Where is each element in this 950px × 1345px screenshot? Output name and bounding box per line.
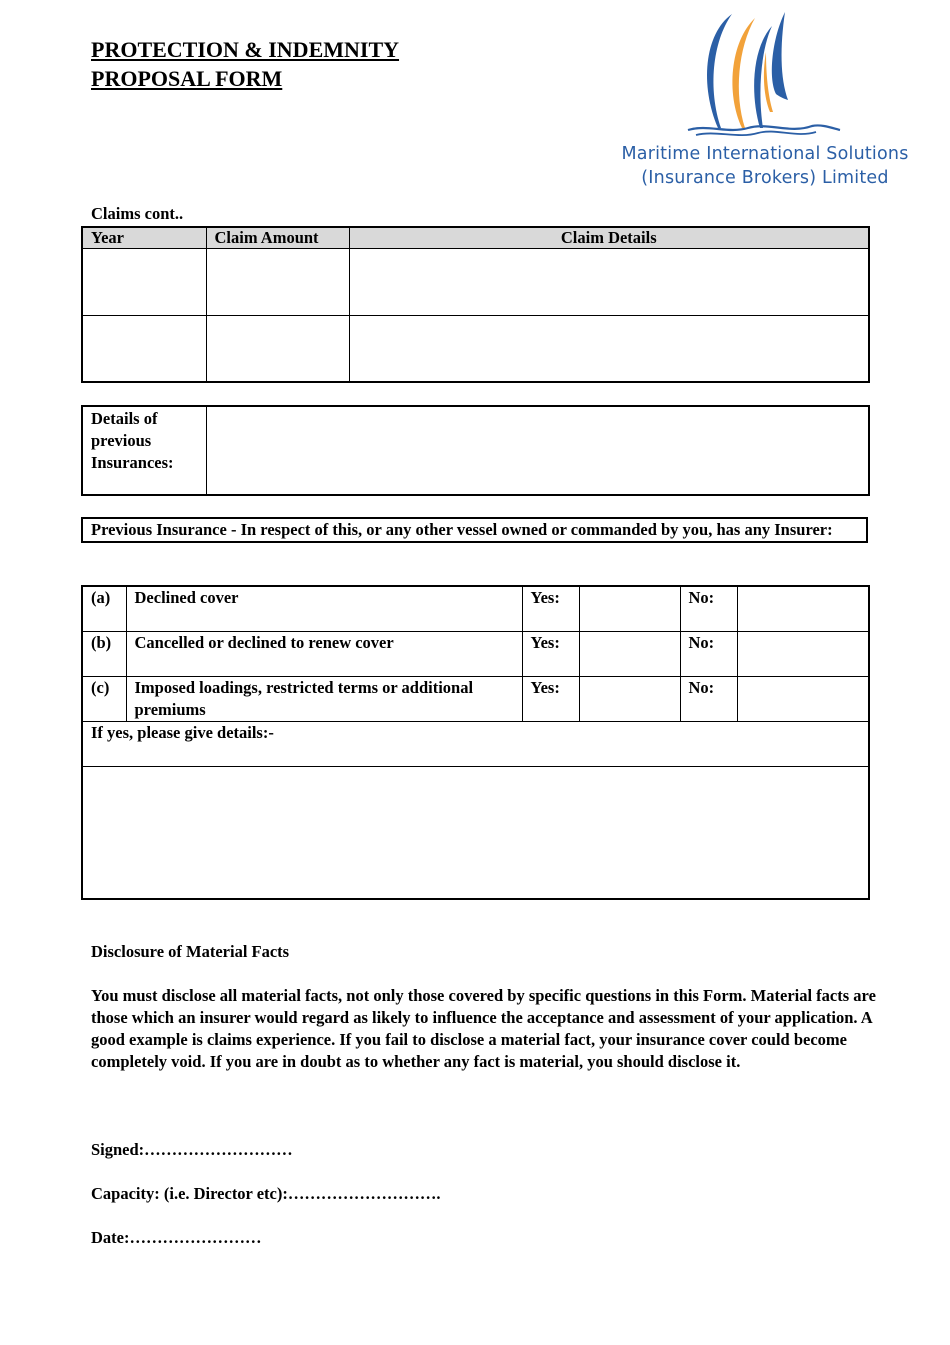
table-row bbox=[82, 249, 869, 316]
no-answer-field[interactable] bbox=[737, 586, 869, 631]
previous-insurance-question: Previous Insurance - In respect of this, or any other vessel owned or commanded by you, has any Insurer: bbox=[82, 518, 867, 542]
claim-details-cell[interactable] bbox=[349, 249, 869, 316]
question-letter: (c) bbox=[82, 676, 126, 721]
yes-answer-field[interactable] bbox=[579, 676, 680, 721]
signed-line[interactable]: Signed:……………………… bbox=[91, 1140, 293, 1159]
capacity-line[interactable]: Capacity: (i.e. Director etc):………………………. bbox=[91, 1184, 441, 1203]
question-row-a bbox=[82, 586, 869, 631]
yes-label: Yes: bbox=[522, 631, 579, 676]
claim-details-cell[interactable] bbox=[349, 316, 869, 382]
column-header-year: Year bbox=[82, 227, 206, 249]
question-row-b bbox=[82, 631, 869, 676]
yes-answer-field[interactable] bbox=[579, 631, 680, 676]
question-row-c bbox=[82, 676, 869, 721]
sails-logo-icon bbox=[600, 8, 930, 143]
yes-answer-field[interactable] bbox=[579, 586, 680, 631]
claims-table bbox=[81, 226, 870, 383]
logo-company-subname: (Insurance Brokers) Limited bbox=[641, 168, 889, 188]
previous-insurances-field[interactable] bbox=[206, 406, 869, 495]
no-label: No: bbox=[680, 676, 737, 721]
question-letter: (b) bbox=[82, 631, 126, 676]
yes-label: Yes: bbox=[522, 586, 579, 631]
no-label: No: bbox=[680, 631, 737, 676]
previous-insurances-table bbox=[81, 405, 870, 496]
if-yes-label: If yes, please give details:- bbox=[82, 721, 869, 766]
title-line-2: PROPOSAL FORM bbox=[91, 66, 283, 91]
claims-caption: Claims cont.. bbox=[91, 204, 184, 223]
question-letter: (a) bbox=[82, 586, 126, 631]
disclosure-heading: Disclosure of Material Facts bbox=[91, 942, 290, 961]
previous-insurances-label: Details of previous Insurances: bbox=[82, 406, 206, 495]
date-line[interactable]: Date:…………………… bbox=[91, 1228, 262, 1247]
question-text: Declined cover bbox=[126, 586, 522, 631]
claim-year-cell[interactable] bbox=[82, 249, 206, 316]
previous-insurance-question-box bbox=[81, 517, 868, 543]
company-logo bbox=[600, 8, 930, 198]
yes-label: Yes: bbox=[522, 676, 579, 721]
insurer-questions-table bbox=[81, 585, 870, 900]
if-yes-details-field[interactable] bbox=[82, 766, 869, 899]
claim-year-cell[interactable] bbox=[82, 316, 206, 382]
title-line-1: PROTECTION & INDEMNITY bbox=[91, 37, 400, 62]
no-answer-field[interactable] bbox=[737, 631, 869, 676]
question-text: Imposed loadings, restricted terms or additional premiums bbox=[126, 676, 522, 721]
no-label: No: bbox=[680, 586, 737, 631]
table-row bbox=[82, 316, 869, 382]
page-title bbox=[91, 35, 399, 93]
column-header-claim-details: Claim Details bbox=[349, 227, 869, 249]
column-header-claim-amount: Claim Amount bbox=[206, 227, 349, 249]
claims-header-row bbox=[82, 227, 869, 249]
disclosure-body: You must disclose all material facts, not only those covered by specific questions in this Form. Material facts are those which an insurer would regard as likely to influence the acceptance and assessment of your application. A good example is claims experience. If you fail to disclose a material fact, your insurance cover could become completely void. If you are in doubt as to whether any fact is material, you should disclose it. bbox=[91, 986, 876, 1071]
claim-amount-cell[interactable] bbox=[206, 316, 349, 382]
claim-amount-cell[interactable] bbox=[206, 249, 349, 316]
question-text: Cancelled or declined to renew cover bbox=[126, 631, 522, 676]
logo-company-name: Maritime International Solutions bbox=[621, 144, 909, 164]
no-answer-field[interactable] bbox=[737, 676, 869, 721]
